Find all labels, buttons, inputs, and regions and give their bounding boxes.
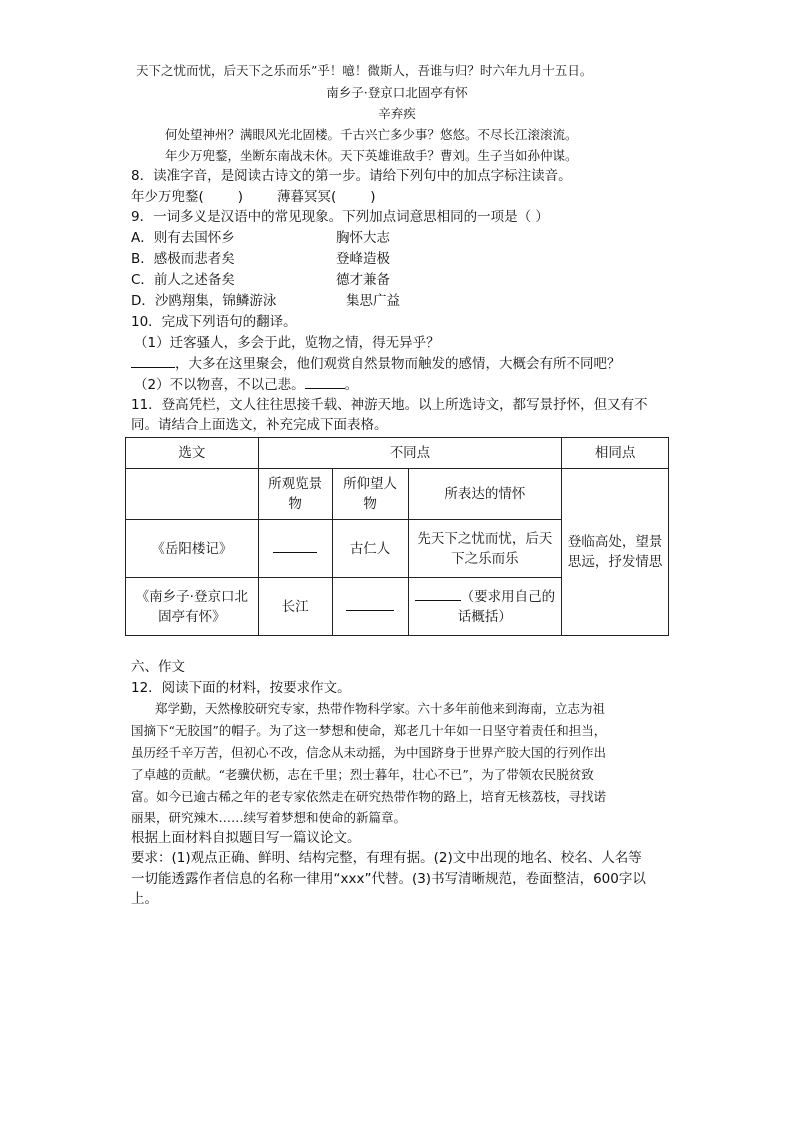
q12-prompt: 12．阅读下面的材料，按要求作文。: [131, 680, 351, 696]
q9-option-d-compare: 集思广益: [346, 293, 400, 309]
section-6-heading: 六、作文: [131, 659, 185, 675]
table-empty-cell: [126, 469, 259, 520]
q8-item-2: [277, 187, 376, 207]
q10-sentence-2: [134, 374, 358, 395]
table-subheader-person: 所仰望人物: [332, 469, 408, 520]
poem-line-2: 年少万兜鍪，坐断东南战未休。天下英雄谁敌手？曹刘。生子当如孙仲谋。: [165, 148, 578, 163]
poem-author: 辛弃疾: [378, 106, 416, 121]
table-header-differences: 不同点: [258, 438, 562, 469]
essay-requirement-1: 要求：(1)观点正确、鲜明、结构完整，有理有据。(2)文中出现的地名、校名、人名等: [131, 850, 642, 866]
q9-option-b-compare: 登峰造极: [336, 251, 390, 267]
table-row-2-title: 《南乡子·登京口北固亭有怀》: [126, 578, 259, 636]
q8-item-1-text: 年少万兜鍪(: [131, 189, 204, 205]
answer-blank[interactable]: [346, 596, 394, 611]
q9-prompt: 9．一词多义是汉语中的常见现象。下列加点词意思相同的一项是（ ）: [131, 209, 549, 225]
q8-item-1-close: ): [237, 189, 244, 205]
table-row-2-feeling-note: （要求用自己的话概括）: [457, 589, 556, 625]
table-row-1-feeling: 先天下之忧而忧，后天下之乐而乐: [408, 520, 562, 578]
q10-sentence-2-end: 。: [344, 377, 359, 393]
q10-answer-1: [131, 353, 621, 374]
material-line-3: 虽历经千辛万苦，但初心不改，信念从未动摇，为中国跻身于世界产胶大国的行列作出: [131, 745, 607, 760]
q10-sentence-2-text: （2）不以物喜，不以己悲。: [134, 377, 305, 393]
poem-prev-line: 天下之忧而忧，后天下之乐而乐”乎！噫！微斯人，吾谁与归？时六年九月十五日。: [136, 63, 593, 78]
table-row-1-scenery-cell: [258, 520, 332, 578]
table-similarity-cell: 登临高处，望景思远，抒发情思: [562, 469, 669, 636]
table-header-similarities: 相同点: [562, 438, 669, 469]
q10-answer-1-text: ，大多在这里聚会，他们观赏自然景物而触发的感情，大概会有所不同吧？: [175, 356, 621, 372]
table-subheader-scenery: 所观览景物: [258, 469, 332, 520]
q9-option-c: C．前人之述备矣: [131, 272, 235, 288]
answer-blank[interactable]: [131, 353, 175, 368]
answer-blank[interactable]: [273, 538, 317, 553]
poem-line-1: 何处望神州？满眼风光北固楼。千古兴亡多少事？悠悠。不尽长江滚滚流。: [165, 127, 578, 142]
essay-requirement-2: 一切能透露作者信息的名称一律用“xxx”代替。(3)书写清晰规范，卷面整洁，600字以: [131, 871, 646, 887]
material-line-4: 了卓越的贡献。“老骥伏枥，志在千里；烈士暮年，壮心不已”，为了带领农民脱贫致: [131, 767, 594, 782]
table-row-2-feeling-cell: [408, 578, 562, 636]
q11-prompt-line-1: 11．登高凭栏，文人往往思接千载、神游天地。以上所选诗文，都写景抒怀，但又有不: [131, 397, 648, 413]
q9-option-b: B．感极而悲者矣: [131, 251, 235, 267]
q8-prompt: 8．读准字音，是阅读古诗文的第一步。请给下列句中的加点字标注读音。: [131, 168, 572, 184]
q9-option-a-compare: 胸怀大志: [336, 230, 390, 246]
material-line-2: 国摘下“无胶国”的帽子。为了这一梦想和使命，郑老几十年如一日坚守着责任和担当，: [131, 723, 607, 738]
table-row-2-person-cell: [332, 578, 408, 636]
table-row-2-scenery: 长江: [258, 578, 332, 636]
material-line-5: 富。如今已逾古稀之年的老专家依然走在研究热带作物的路上，培育无核荔枝，寻找诺: [131, 789, 607, 804]
poem-title: 南乡子·登京口北固亭有怀: [326, 85, 468, 100]
q10-prompt: 10．完成下列语句的翻译。: [131, 314, 297, 330]
table-row-1-person: 古仁人: [332, 520, 408, 578]
q10-sentence-1: （1）迁客骚人，多会于此，览物之情，得无异乎？: [134, 335, 440, 351]
answer-blank[interactable]: [415, 586, 461, 601]
material-line-1: 郑学勤，天然橡胶研究专家，热带作物科学家。六十多年前他来到海南，立志为祖: [155, 701, 606, 716]
table-subheader-feeling: 所表达的情怀: [408, 469, 562, 520]
answer-blank[interactable]: [305, 374, 345, 389]
q11-prompt-line-2: 同。请结合上面选文，补充完成下面表格。: [131, 417, 388, 433]
comparison-table: [125, 437, 669, 636]
essay-instruction: 根据上面材料自拟题目写一篇议论文。: [131, 830, 361, 846]
q9-option-c-compare: 德才兼备: [336, 272, 390, 288]
material-line-6: 丽果，研究辣木……续写着梦想和使命的新篇章。: [131, 810, 407, 825]
q8-item-2-close: ): [370, 189, 376, 205]
table-row-1-title: 《岳阳楼记》: [126, 520, 259, 578]
q8-item-2-text: 薄暮冥冥(: [277, 189, 337, 205]
q8-item-1: [131, 187, 243, 207]
essay-requirement-3: 上。: [131, 891, 158, 907]
q9-option-a: A．则有去国怀乡: [131, 230, 235, 246]
q9-option-d: D．沙鸥翔集，锦鳞游泳: [131, 293, 277, 309]
table-header-selection: 选文: [126, 438, 259, 469]
